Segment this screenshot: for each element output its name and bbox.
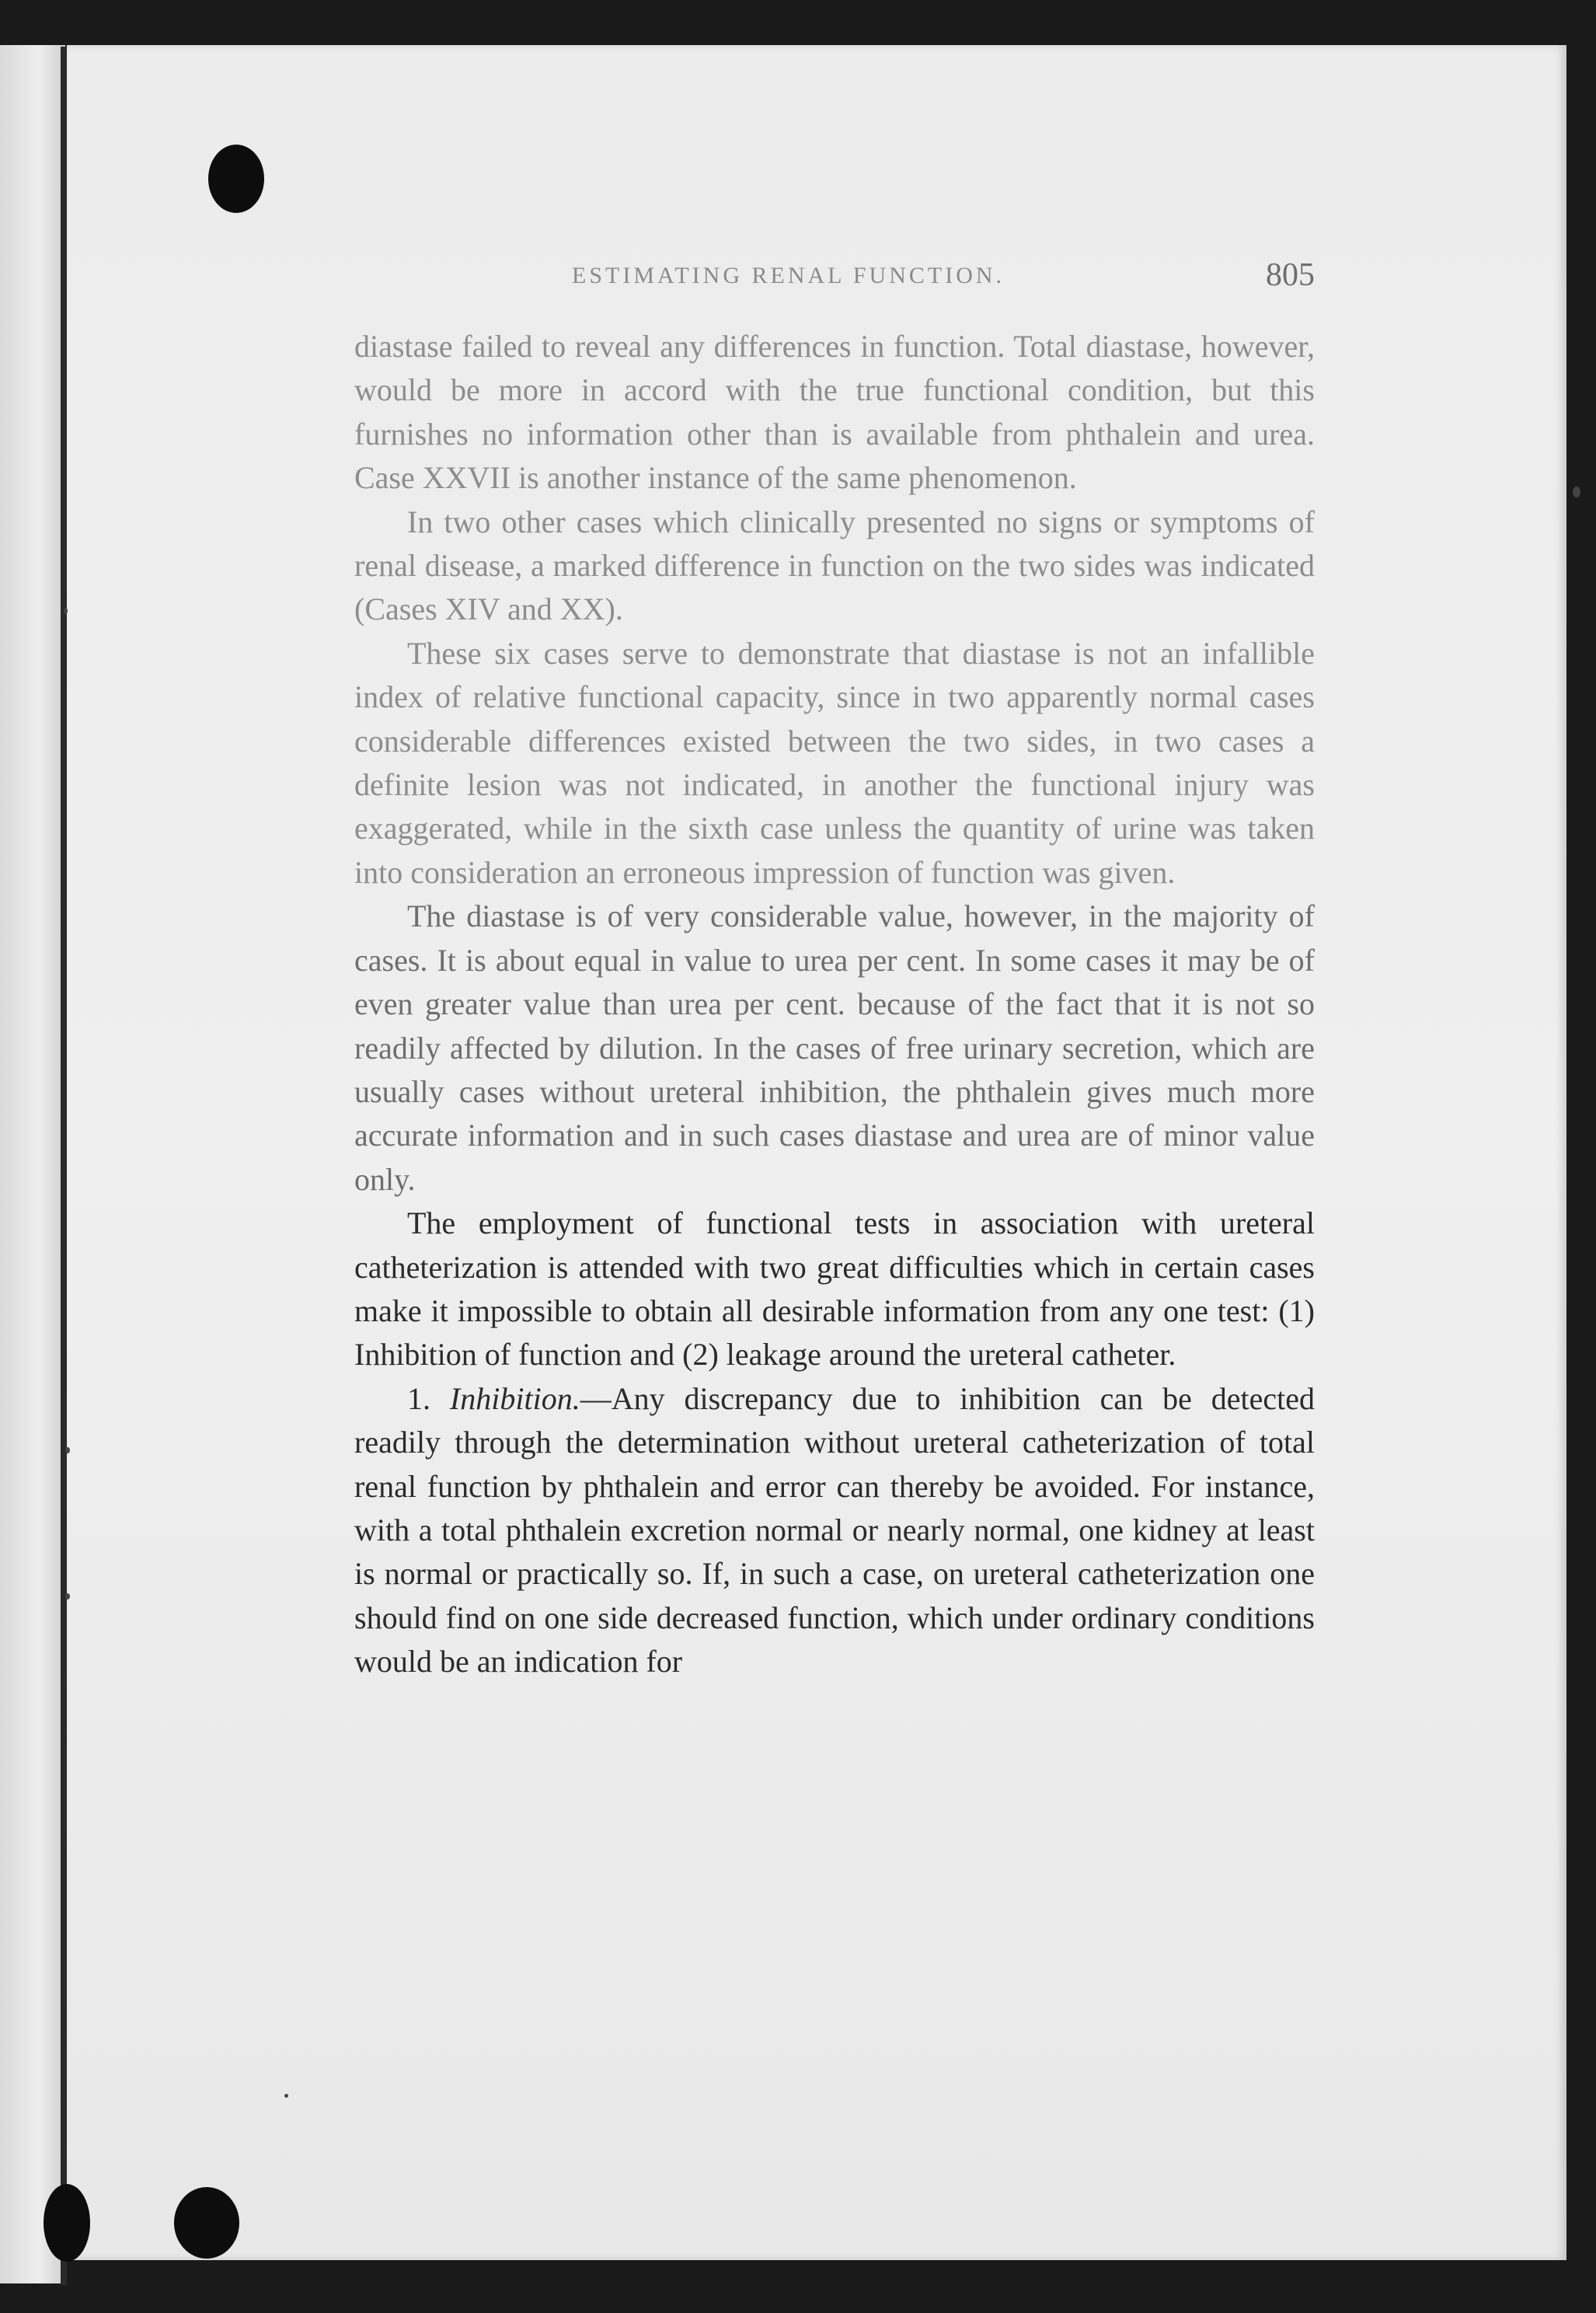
page-number: 805 xyxy=(1266,257,1315,293)
text-run: diastase failed to reveal any differences in function. Total diastase, however, would be more in accord with the true functional condition, but this furnishes no information other than is available from phthalein and urea. Case XXVII is another instance of the same phenomenon. xyxy=(354,329,1315,496)
punch-hole-top xyxy=(208,145,264,213)
punch-hole-bottom xyxy=(174,2187,239,2259)
running-head: ESTIMATING RENAL FUNCTION. xyxy=(572,263,1005,288)
scan-speck xyxy=(65,1593,70,1600)
paragraph xyxy=(354,1377,1315,1684)
text-run: 1. xyxy=(407,1380,450,1416)
page-header xyxy=(354,257,1315,308)
punch-hole-edge xyxy=(44,2184,90,2262)
paragraph xyxy=(354,895,1315,1202)
binding-shadow xyxy=(61,47,67,2285)
paragraph xyxy=(354,501,1315,632)
italic-heading: Inhibition. xyxy=(449,1380,580,1416)
text-run: The diastase is of very considerable value, however, in the majority of cases. It is about equal in value to urea per cent. In some cases it may be of even greater value than urea per cent. because of the fact that it is not so readily affected by dilution. In the cases of free urinary secretion, which are usually cases without ureteral inhibition, the phthalein gives much more accurate information and in such cases diastase and urea are of minor value only. xyxy=(354,898,1315,1197)
text-run: The employment of functional tests in association with ureteral catheterization is attended with two great difficulties which in certain cases make it impossible to obtain all desirable information from any one test: (1) Inhibition of function and (2) leakage around the ureteral catheter. xyxy=(354,1205,1315,1373)
scan-speck xyxy=(1573,487,1580,497)
text-run: In two other cases which clinically presented no signs or symptoms of renal disease, a marked difference in function on the two sides was indicated (Cases XIV and XX). xyxy=(354,504,1315,627)
scan-speck xyxy=(284,2094,288,2098)
scan-speck xyxy=(65,1447,70,1453)
paragraph xyxy=(354,325,1315,501)
paragraph xyxy=(354,1202,1315,1377)
adjacent-page-edge xyxy=(0,45,65,2283)
scan-speck xyxy=(64,608,68,614)
text-run: These six cases serve to demonstrate that diastase is not an infallible index of relative functional capacity, since in two apparently normal cases considerable differences existed between the two sides, in two cases a definite lesion was not indicated, in another the functional injury was exaggerated, while in the sixth case unless the quantity of urine was taken into consideration an erroneous impression of function was given. xyxy=(354,635,1315,890)
paragraph xyxy=(354,632,1315,895)
text-run: —Any discrepancy due to inhibition can be detected readily through the determination without ureteral catheterization of total renal function by phthalein and error can thereby be avoided. For instance, with a total phthalein excretion normal or nearly normal, one kidney at least is normal or practically so. If, in such a case, on ureteral catheterization one should find on one side decreased function, which under ordinary conditions would be an indication for xyxy=(354,1380,1315,1680)
body-text xyxy=(354,325,1315,1684)
